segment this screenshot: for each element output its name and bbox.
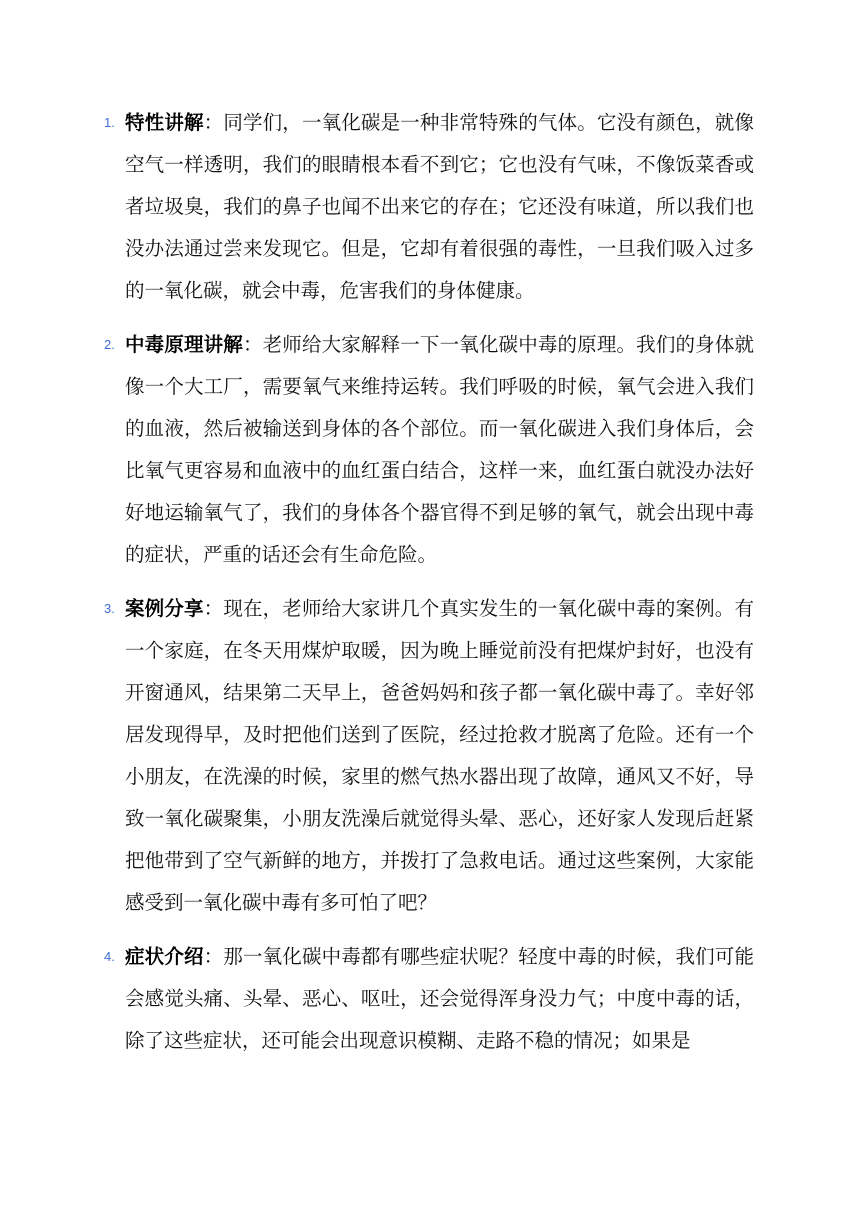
list-item-symptoms (104, 936, 754, 1062)
item-text: 同学们，一氧化碳是一种非常特殊的气体。它没有颜色，就像空气一样透明，我们的眼睛根本看不到它；它也没有气味，不像饭菜香或者垃圾臭，我们的鼻子也闻不出来它的存在；它还没有味道，所以我们也没办法通过尝来发现它。但是，它却有着很强的毒性，一旦我们吸入过多的一氧化碳，就会中毒，危害我们的身体健康。 (125, 111, 754, 302)
item-heading: 案例分享 (125, 597, 204, 620)
item-separator: ： (203, 111, 224, 134)
item-text: 老师给大家解释一下一氧化碳中毒的原理。我们的身体就像一个大工厂，需要氧气来维持运转。我们呼吸的时候，氧气会进入我们的血液，然后被输送到身体的各个部位。而一氧化碳进入我们身体后，会比氧气更容易和血液中的血红蛋白结合，这样一来，血红蛋白就没办法好好地运输氧气了，我们的身体各个器官得不到足够的氧气，就会出现中毒的症状，严重的话还会有生命危险。 (125, 333, 754, 566)
list-item-poisoning-mechanism (104, 324, 754, 576)
list-number: 3. (104, 601, 115, 616)
item-separator: ： (242, 333, 263, 356)
list-item-case-sharing (104, 588, 754, 924)
item-heading: 特性讲解 (125, 111, 204, 134)
list-number: 2. (104, 337, 115, 352)
item-heading: 症状介绍 (125, 945, 204, 968)
list-number: 1. (104, 115, 115, 130)
item-separator: ： (203, 945, 224, 968)
item-text: 那一氧化碳中毒都有哪些症状呢？轻度中毒的时候，我们可能会感觉头痛、头晕、恶心、呕吐，还会觉得浑身没力气；中度中毒的话，除了这些症状，还可能会出现意识模糊、走路不稳的情况；如果是 (125, 945, 754, 1052)
list-number: 4. (104, 949, 115, 964)
list-item-properties (104, 102, 754, 312)
item-separator: ： (203, 597, 224, 620)
item-heading: 中毒原理讲解 (125, 333, 243, 356)
item-text: 现在，老师给大家讲几个真实发生的一氧化碳中毒的案例。有一个家庭，在冬天用煤炉取暖，因为晚上睡觉前没有把煤炉封好，也没有开窗通风，结果第二天早上，爸爸妈妈和孩子都一氧化碳中毒了。幸好邻居发现得早，及时把他们送到了医院，经过抢救才脱离了危险。还有一个小朋友，在洗澡的时候，家里的燃气热水器出现了故障，通风又不好，导致一氧化碳聚集，小朋友洗澡后就觉得头晕、恶心，还好家人发现后赶紧把他带到了空气新鲜的地方，并拨打了急救电话。通过这些案例，大家能感受到一氧化碳中毒有多可怕了吧？ (125, 597, 754, 914)
numbered-list (104, 102, 754, 1074)
